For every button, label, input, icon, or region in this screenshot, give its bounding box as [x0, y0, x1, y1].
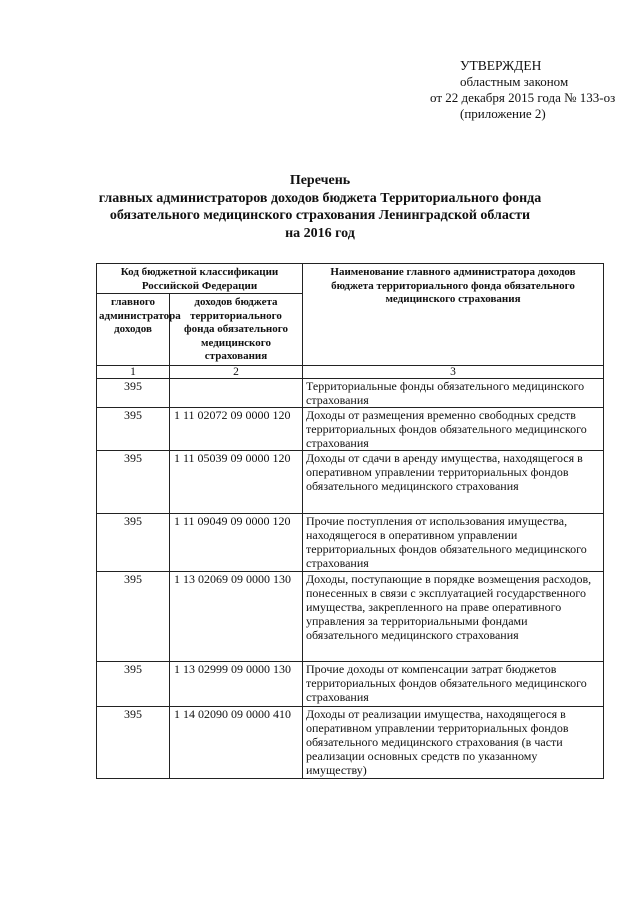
- title-line-2: главных администраторов доходов бюджета Территориального фонда: [98, 190, 542, 206]
- revenue-code-cell: [170, 379, 303, 408]
- column-number-3: 3: [303, 366, 604, 379]
- header-administrator-name: Наименование главного администратора доходов бюджета территориального фонда обязательного медицинского страхования: [303, 264, 604, 366]
- revenue-code-cell: 1 11 09049 09 0000 120: [170, 514, 303, 572]
- table-row: [97, 514, 604, 572]
- column-number-2: 2: [170, 366, 303, 379]
- revenue-name-cell: Прочие поступления от использования имущества, находящегося в оперативном управлении территориальных фондов обязательного медицинского страхования: [303, 514, 604, 572]
- revenue-name-cell: Территориальные фонды обязательного медицинского страхования: [303, 379, 604, 408]
- admin-code-cell: 395: [97, 572, 170, 662]
- table-row: [97, 572, 604, 662]
- table-header-row: [97, 264, 604, 294]
- header-fund-revenue: доходов бюджета территориального фонда обязательного медицинского страхования: [170, 294, 303, 366]
- admin-code-cell: 395: [97, 408, 170, 451]
- document-title: [0, 172, 640, 242]
- column-numbers-row: [97, 366, 604, 379]
- revenue-code-cell: 1 13 02069 09 0000 130: [170, 572, 303, 662]
- revenue-name-cell: Доходы от реализации имущества, находящегося в оперативном управлении территориальных фондов обязательного медицинского страхования (в части реализации основных средств по указанному имуществу): [303, 707, 604, 779]
- revenue-name-cell: Доходы от сдачи в аренду имущества, находящегося в оперативном управлении территориальных фондов обязательного медицинского страхования: [303, 451, 604, 514]
- approval-law-date: от 22 декабря 2015 года № 133-оз: [430, 90, 616, 105]
- header-main-administrator: главного администратора доходов: [97, 294, 170, 366]
- approval-law-type: областным законом: [460, 74, 569, 89]
- approval-appendix: (приложение 2): [460, 106, 546, 121]
- revenue-name-cell: Прочие доходы от компенсации затрат бюджетов территориальных фондов обязательного медицинского страхования: [303, 662, 604, 707]
- table-row: [97, 379, 604, 408]
- table-row: [97, 662, 604, 707]
- admin-code-cell: 395: [97, 662, 170, 707]
- approval-stamp: [430, 58, 630, 122]
- table-row: [97, 408, 604, 451]
- revenue-code-cell: 1 11 02072 09 0000 120: [170, 408, 303, 451]
- revenue-name-cell: Доходы от размещения временно свободных средств территориальных фондов обязательного медицинского страхования: [303, 408, 604, 451]
- revenue-code-cell: 1 14 02090 09 0000 410: [170, 707, 303, 779]
- admin-code-cell: 395: [97, 707, 170, 779]
- title-line-3: обязательного медицинского страхования Ленинградской области: [109, 208, 531, 223]
- revenue-code-cell: 1 11 05039 09 0000 120: [170, 451, 303, 514]
- admin-code-cell: 395: [97, 379, 170, 408]
- admin-code-cell: 395: [97, 451, 170, 514]
- revenue-name-cell: Доходы, поступающие в порядке возмещения расходов, понесенных в связи с эксплуатацией государственного имущества, закрепленного на праве оперативного управления за территориальными фондами обязательного медицинского страхования: [303, 572, 604, 662]
- column-number-1: 1: [97, 366, 170, 379]
- admin-code-cell: 395: [97, 514, 170, 572]
- revenue-administrators-table: [96, 263, 604, 779]
- table-row: [97, 707, 604, 779]
- revenue-code-cell: 1 13 02999 09 0000 130: [170, 662, 303, 707]
- header-budget-classification-code: Код бюджетной классификации Российской Федерации: [97, 264, 303, 294]
- approval-heading: УТВЕРЖДЕН: [460, 58, 542, 73]
- title-line-1: Перечень: [289, 173, 351, 188]
- title-line-4: на 2016 год: [285, 225, 355, 241]
- table-row: [97, 451, 604, 514]
